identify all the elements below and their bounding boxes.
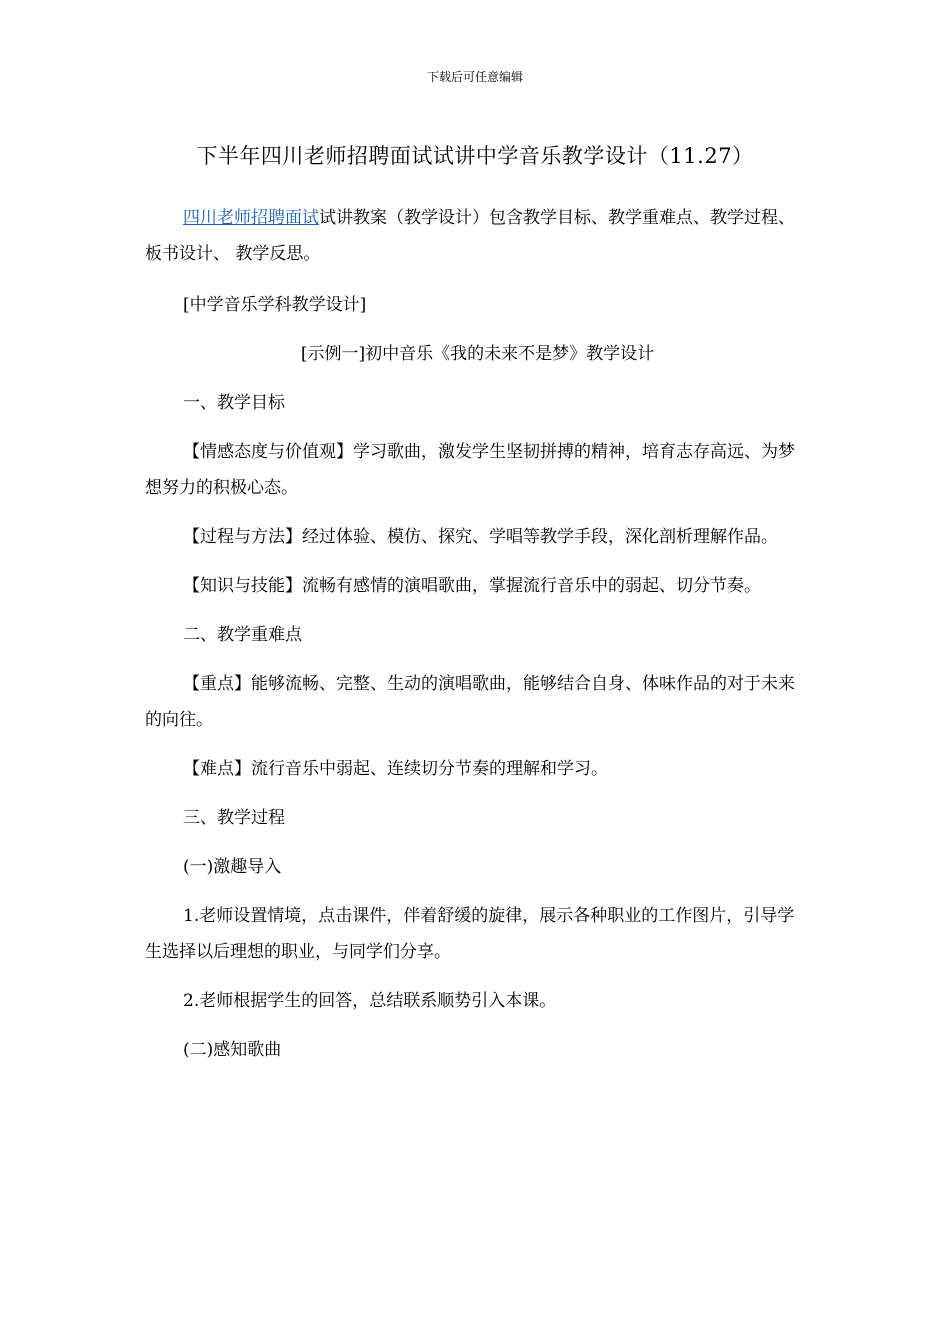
subheading-perceive: (二)感知歌曲 [183,1040,282,1060]
step-1: 1.老师设置情境，点击课件，伴着舒缓的旋律，展示各种职业的工作图片，引导学生选择以后理想的职业，与同学们分享。 [145,906,795,962]
heading-objectives: 一、教学目标 [183,393,285,413]
subheading-intro: (一)激趣导入 [183,857,282,877]
document-body [145,200,810,1068]
intro-paragraph [145,200,810,272]
goal-process: 【过程与方法】经过体验、模仿、探究、学唱等教学手段，深化剖析理解作品。 [183,527,778,547]
header-note: 下载后可任意编辑 [426,70,523,84]
goal-emotion: 【情感态度与价值观】学习歌曲，激发学生坚韧拼搏的精神，培育志存高远、为梦想努力的积极心态。 [145,442,795,498]
example-title: [示例一]初中音乐《我的未来不是梦》教学设计 [300,344,655,364]
goal-knowledge: 【知识与技能】流畅有感情的演唱歌曲，掌握流行音乐中的弱起、切分节奏。 [183,576,761,596]
difficult-point: 【难点】流行音乐中弱起、连续切分节奏的理解和学习。 [183,759,608,779]
heading-process: 三、教学过程 [183,808,285,828]
intro-link[interactable]: 四川老师招聘面试 [183,208,319,228]
intro-text: 试讲教案（教学设计）包含教学目标、教学重难点、教学过程、 板书设计、 教学反思。 [145,208,795,264]
key-point: 【重点】能够流畅、完整、生动的演唱歌曲，能够结合自身、体味作品的对于未来的向往。 [145,674,795,730]
step-2: 2.老师根据学生的回答，总结联系顺势引入本课。 [183,991,557,1011]
heading-key-points: 二、教学重难点 [183,625,302,645]
document-title: 下半年四川老师招聘面试试讲中学音乐教学设计（11.27） [196,144,754,168]
section-label: [中学音乐学科教学设计] [183,295,367,315]
